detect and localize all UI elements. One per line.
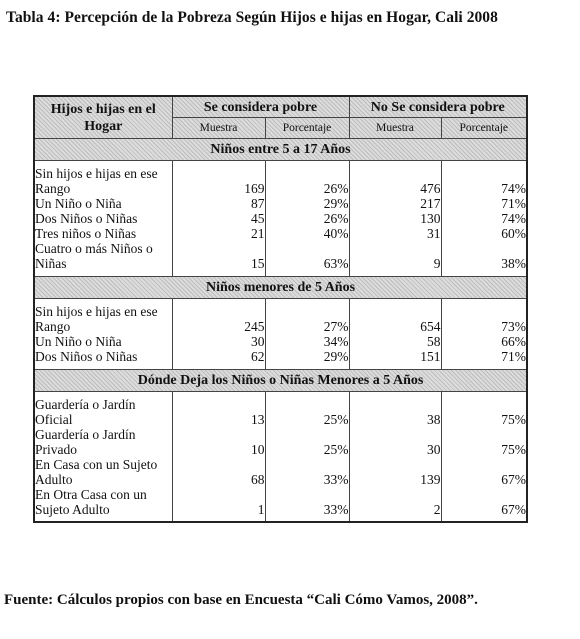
subheader-muestra: Muestra [349, 118, 441, 139]
porcentaje-not-poor-cell: 67% [441, 487, 527, 517]
group-header-poor: Se considera pobre [172, 96, 349, 118]
table-row [34, 349, 527, 364]
muestra-not-poor-cell: 38 [349, 397, 441, 427]
muestra-poor-cell: 62 [172, 349, 265, 364]
table-row [34, 196, 527, 211]
group-header-not-poor: No Se considera pobre [349, 96, 527, 118]
porcentaje-poor-cell: 63% [265, 241, 349, 271]
muestra-poor-cell: 1 [172, 487, 265, 517]
subheader-porcentaje: Porcentaje [265, 118, 349, 139]
porcentaje-poor-cell: 25% [265, 427, 349, 457]
muestra-poor-cell: 68 [172, 457, 265, 487]
row-label: Guardería o Jardín Privado [34, 427, 172, 457]
category-column-header: Hijos e hijas en el Hogar [34, 96, 172, 139]
porcentaje-not-poor-cell: 71% [441, 349, 527, 364]
muestra-not-poor-cell: 9 [349, 241, 441, 271]
table-row [34, 226, 527, 241]
table-row [34, 487, 527, 517]
muestra-poor-cell: 15 [172, 241, 265, 271]
muestra-not-poor-cell: 31 [349, 226, 441, 241]
section-header: Niños menores de 5 Años [34, 277, 527, 299]
row-label: En Casa con un Sujeto Adulto [34, 457, 172, 487]
table-row [34, 457, 527, 487]
porcentaje-poor-cell: 26% [265, 166, 349, 196]
section-header: Dónde Deja los Niños o Niñas Menores a 5 Años [34, 370, 527, 392]
muestra-not-poor-cell: 58 [349, 334, 441, 349]
table-row [34, 334, 527, 349]
table-row [34, 397, 527, 427]
muestra-poor-cell: 30 [172, 334, 265, 349]
muestra-poor-cell: 10 [172, 427, 265, 457]
muestra-poor-cell: 45 [172, 211, 265, 226]
row-label: Un Niño o Niña [34, 196, 172, 211]
muestra-not-poor-cell: 2 [349, 487, 441, 517]
muestra-not-poor-cell: 654 [349, 304, 441, 334]
table-row [34, 211, 527, 226]
row-label: Cuatro o más Niños o Niñas [34, 241, 172, 271]
porcentaje-poor-cell: 25% [265, 397, 349, 427]
muestra-not-poor-cell: 30 [349, 427, 441, 457]
row-label: Sin hijos e hijas en ese Rango [34, 166, 172, 196]
porcentaje-not-poor-cell: 71% [441, 196, 527, 211]
muestra-poor-cell: 245 [172, 304, 265, 334]
muestra-poor-cell: 13 [172, 397, 265, 427]
porcentaje-not-poor-cell: 75% [441, 397, 527, 427]
porcentaje-poor-cell: 40% [265, 226, 349, 241]
porcentaje-poor-cell: 29% [265, 349, 349, 364]
porcentaje-poor-cell: 34% [265, 334, 349, 349]
porcentaje-not-poor-cell: 73% [441, 304, 527, 334]
table-row [34, 427, 527, 457]
table-row [34, 241, 527, 271]
section-header: Niños entre 5 a 17 Años [34, 139, 527, 161]
table-title: Tabla 4: Percepción de la Pobreza Según Hijos e hijas en Hogar, Cali 2008 [6, 9, 498, 26]
table-body [34, 139, 527, 523]
porcentaje-not-poor-cell: 75% [441, 427, 527, 457]
poverty-perception-table [33, 95, 528, 523]
muestra-not-poor-cell: 139 [349, 457, 441, 487]
row-label: Dos Niños o Niñas [34, 349, 172, 364]
muestra-not-poor-cell: 151 [349, 349, 441, 364]
muestra-poor-cell: 87 [172, 196, 265, 211]
row-label: En Otra Casa con un Sujeto Adulto [34, 487, 172, 517]
muestra-not-poor-cell: 130 [349, 211, 441, 226]
muestra-not-poor-cell: 217 [349, 196, 441, 211]
row-label: Un Niño o Niña [34, 334, 172, 349]
porcentaje-not-poor-cell: 38% [441, 241, 527, 271]
row-label: Guardería o Jardín Oficial [34, 397, 172, 427]
table-row [34, 304, 527, 334]
muestra-not-poor-cell: 476 [349, 166, 441, 196]
subheader-porcentaje: Porcentaje [441, 118, 527, 139]
porcentaje-not-poor-cell: 74% [441, 211, 527, 226]
row-label: Dos Niños o Niñas [34, 211, 172, 226]
porcentaje-poor-cell: 26% [265, 211, 349, 226]
porcentaje-poor-cell: 27% [265, 304, 349, 334]
row-label: Tres niños o Niñas [34, 226, 172, 241]
porcentaje-poor-cell: 33% [265, 487, 349, 517]
muestra-poor-cell: 21 [172, 226, 265, 241]
porcentaje-not-poor-cell: 60% [441, 226, 527, 241]
source-note: Fuente: Cálculos propios con base en Encuesta “Cali Cómo Vamos, 2008”. [4, 592, 478, 608]
porcentaje-not-poor-cell: 66% [441, 334, 527, 349]
porcentaje-not-poor-cell: 67% [441, 457, 527, 487]
porcentaje-poor-cell: 33% [265, 457, 349, 487]
porcentaje-poor-cell: 29% [265, 196, 349, 211]
row-label: Sin hijos e hijas en ese Rango [34, 304, 172, 334]
table-row [34, 166, 527, 196]
porcentaje-not-poor-cell: 74% [441, 166, 527, 196]
muestra-poor-cell: 169 [172, 166, 265, 196]
subheader-muestra: Muestra [172, 118, 265, 139]
